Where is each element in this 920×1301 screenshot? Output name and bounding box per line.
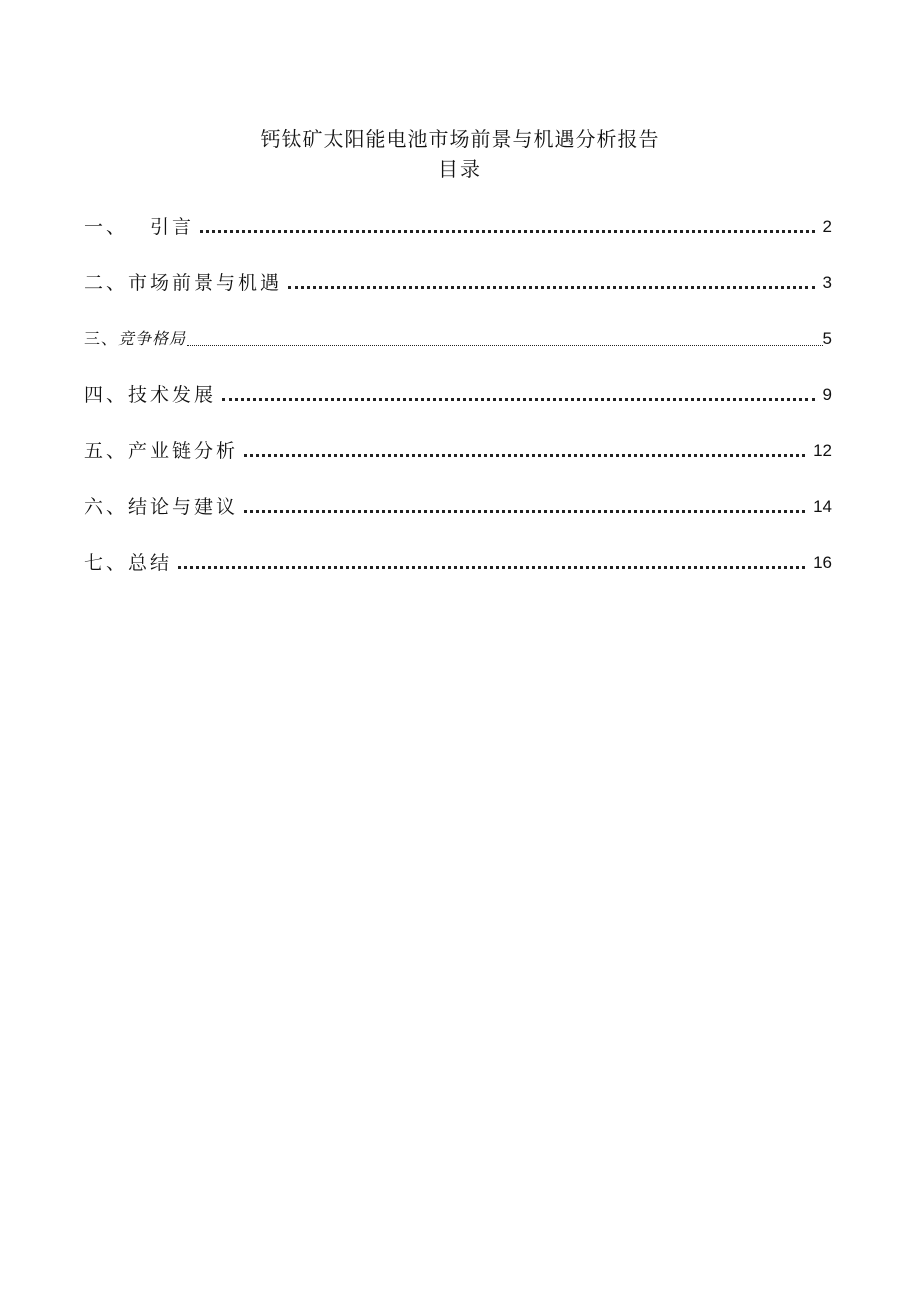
- toc-entry-page: 12: [813, 441, 832, 460]
- toc-entry-number: 四、: [84, 384, 129, 406]
- toc-entry-page: 14: [813, 497, 832, 516]
- document-title: 钙钛矿太阳能电池市场前景与机遇分析报告: [260, 127, 660, 151]
- toc-entry-heading: 总结: [128, 552, 173, 574]
- toc-heading: 目录: [438, 157, 482, 181]
- toc-entry-heading: 市场前景与机遇: [128, 272, 283, 294]
- toc-entry-technology[interactable]: [84, 380, 832, 408]
- toc-entry-heading: 结论与建议: [128, 496, 239, 518]
- dot-leader: [244, 454, 805, 457]
- toc-entry-summary[interactable]: [84, 548, 832, 576]
- toc-entry-heading: 产业链分析: [128, 440, 239, 462]
- dot-leader: [222, 398, 815, 401]
- dot-leader: [187, 345, 823, 346]
- toc-entry-number: 一、: [84, 216, 129, 238]
- toc-entry-label: [84, 438, 238, 464]
- toc-entry-heading: 引言: [150, 216, 195, 238]
- dot-leader: [178, 566, 805, 569]
- toc-entry-page: 5: [822, 329, 832, 348]
- toc-entry-competition[interactable]: [84, 324, 832, 352]
- toc-entry-conclusions[interactable]: [84, 492, 832, 520]
- toc-entry-heading: 技术发展: [128, 384, 217, 406]
- dot-leader: [200, 230, 815, 233]
- toc-entry-label: [84, 550, 172, 576]
- toc-entry-page: 3: [822, 273, 832, 292]
- toc-entry-label: [84, 270, 282, 296]
- toc-entry-industry-chain[interactable]: [84, 436, 832, 464]
- toc-entry-number: 二、: [84, 272, 129, 294]
- toc-entry-label: [84, 382, 216, 408]
- toc-entry-label: [84, 214, 194, 240]
- toc-entry-number: 五、: [84, 440, 129, 462]
- toc-entry-number: 七、: [84, 552, 129, 574]
- toc-entry-number: 六、: [84, 496, 129, 518]
- toc-entry-page: 9: [822, 385, 832, 404]
- toc-entry-label: [84, 326, 186, 352]
- toc-entry-number: 三、: [84, 329, 119, 348]
- toc-entry-market-outlook[interactable]: [84, 268, 832, 296]
- toc-entry-page: 16: [813, 553, 832, 572]
- dot-leader: [288, 286, 815, 289]
- toc-entry-introduction[interactable]: [84, 212, 832, 240]
- table-of-contents: [84, 212, 832, 604]
- toc-entry-page: 2: [822, 217, 832, 236]
- toc-entry-label: [84, 494, 238, 520]
- toc-entry-heading: 竞争格局: [118, 329, 187, 348]
- dot-leader: [244, 510, 805, 513]
